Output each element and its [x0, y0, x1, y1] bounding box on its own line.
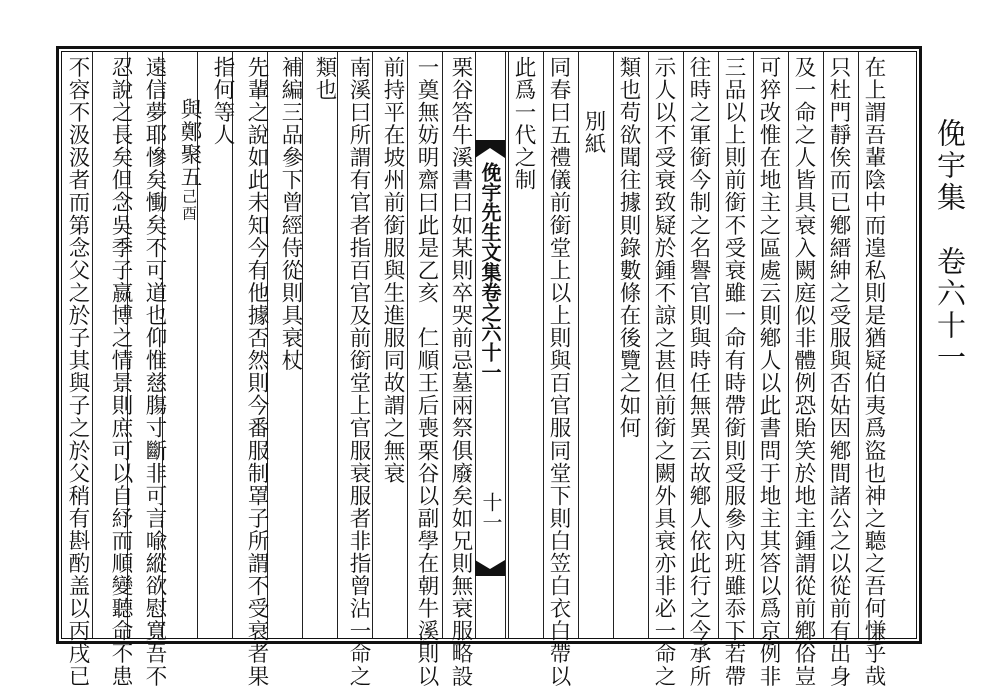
text-column: 前持平在坡州前銜服與生進服同故謂之無衰 [380, 56, 405, 485]
section-heading: 別紙 [581, 110, 606, 156]
text-column: 補編三品參下曾經侍從則具衰杖 [278, 56, 303, 372]
column-rule [648, 52, 649, 638]
text-column: 在上謂吾輩陰中而遑私則是猶疑伯夷爲盜也神之聽之吾何慊乎哉 [861, 56, 886, 687]
column-rule [578, 52, 579, 638]
column-rule [858, 52, 859, 638]
text-column: 遠信夢耶慘矣慟矣不可道也仰惟慈膓寸斷非可言喩縱欲慰寬吾不 [142, 56, 167, 687]
column-rule [683, 52, 684, 638]
letter-heading [175, 98, 203, 222]
column-rule [718, 52, 719, 638]
column-rule [543, 52, 544, 638]
column-rule [788, 52, 789, 638]
text-column: 栗谷答牛溪書曰如某則卒哭前忌墓兩祭俱廢矣如兄則無衰服略設 [448, 56, 473, 687]
fishtail-top-icon [475, 140, 505, 158]
text-column: 示人以不受衰致疑於鍾不諒之甚但前銜之闕外具衰亦非必一命之 [651, 56, 676, 687]
text-column: 類也 [312, 56, 337, 102]
letter-date: 己酉 [180, 188, 198, 223]
column-rule [337, 52, 338, 638]
text-column: 此爲一代之制 [511, 56, 536, 192]
text-column: 南溪曰所謂有官者指百官及前銜堂上官服衰服者非指曾沾一命之 [346, 56, 371, 687]
text-column: 往時之軍銜今制之名譽官則與時任無異云故鄕人依此行之今承所 [686, 56, 711, 687]
text-column: 不容不汲汲者而第念父之於子其與子之於父稍有斟酌盖以丙戌已 [65, 56, 90, 687]
text-column: 忍說之長矣但念吳季子嬴博之情景則庶可以自紓而順變聽命不患 [108, 56, 133, 687]
column-rule [613, 52, 614, 638]
text-column: 及一命之人皆具衰入闕庭似非體例恐貽笑於地主鍾謂從前鄕俗豈 [791, 56, 816, 687]
column-rule [372, 52, 373, 638]
column-rule [442, 52, 443, 638]
text-column: 類也苟欲聞往據則錄數條在後覽之如何 [616, 56, 641, 440]
text-column: 同春曰五禮儀前銜堂上以上則與百官服同堂下則白笠白衣白帶以 [546, 56, 571, 687]
column-rule [407, 52, 408, 638]
center-fold [475, 52, 505, 638]
column-rule [753, 52, 754, 638]
column-rule [505, 52, 506, 638]
fishtail-bottom-icon [475, 560, 505, 576]
letter-title: 與鄭聚五 [177, 98, 202, 189]
text-column: 指何等人 [210, 56, 235, 147]
column-rule [508, 52, 509, 638]
text-column: 先輩之說如此未知今有他據否然則今番服制罩子所謂不受衰者果 [244, 56, 269, 687]
fold-title: 俛宇先生文集卷之六十一 [478, 162, 502, 382]
column-rule [823, 52, 824, 638]
text-column: 一奠無妨明齋曰此是乙亥 仁順王后喪栗谷以副學在朝牛溪則以 [414, 56, 439, 687]
fold-page-number: 十一 [479, 492, 503, 532]
column-rule [92, 52, 93, 638]
running-header: 俛宇集 卷六十一 [933, 118, 967, 374]
text-column: 只杜門靜俟而已鄕縉紳之受服與否姑因鄕間諸公之以從前有出身 [826, 56, 851, 687]
text-column: 可猝改惟在地主之區處云則鄕人以此書問于地主其答以爲京例非 [756, 56, 781, 687]
text-column: 三品以上則前銜不受衰雖一命有時帶銜則受服參內班雖忝下若帶 [721, 56, 746, 687]
